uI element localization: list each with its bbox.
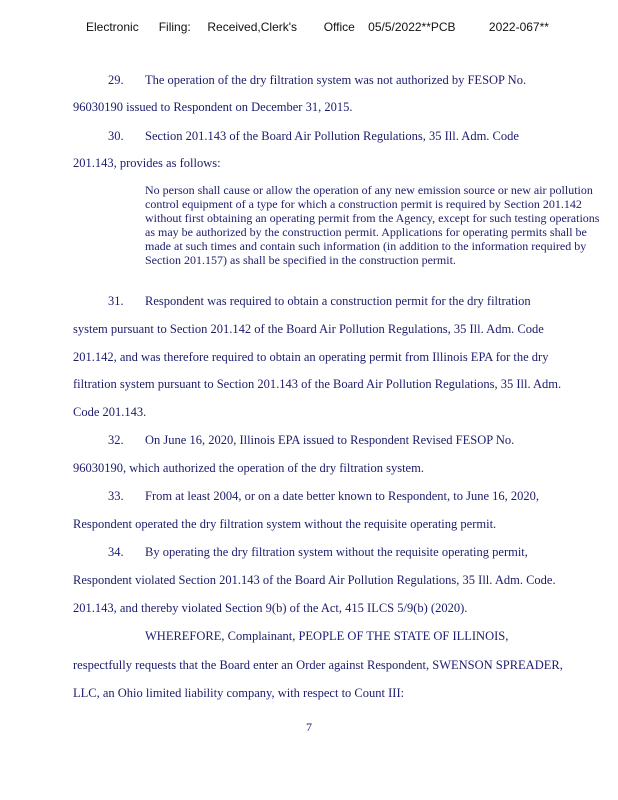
paragraph-30-line-1: [108, 129, 519, 144]
paragraph-33-line-2: Respondent operated the dry filtration system without the requisite operating permit.: [73, 517, 497, 531]
paragraph-30-line-2: 201.143, provides as follows:: [73, 156, 221, 170]
paragraph-31-line-2: system pursuant to Section 201.142 of the Board Air Pollution Regulations, 35 Ill. Adm. Code: [73, 322, 544, 336]
block-quote: [145, 184, 600, 267]
paragraph-34-line-1: [108, 545, 528, 560]
paragraph-31-line-4: filtration system pursuant to Section 201.143 of the Board Air Pollution Regulations, 35 Ill. Adm.: [73, 377, 562, 391]
paragraph-31-line-3: 201.142, and was therefore required to obtain an operating permit from Illinois EPA for the dry: [73, 350, 549, 364]
paragraph-30-number: 30.: [108, 129, 124, 143]
paragraph-31-line-5: Code 201.143.: [73, 405, 147, 419]
paragraph-32-line-1: [108, 433, 514, 448]
paragraph-33-text: From at least 2004, or on a date better known to Respondent, to June 16, 2020,: [145, 489, 540, 503]
paragraph-34-line-3: 201.143, and thereby violated Section 9(b) of the Act, 415 ILCS 5/9(b) (2020).: [73, 601, 468, 615]
paragraph-29-text: The operation of the dry filtration system was not authorized by FESOP No.: [145, 73, 527, 87]
paragraph-31-number: 31.: [108, 294, 124, 308]
block-quote-text: No person shall cause or allow the operation of any new emission source or new air pollution control equipment of a type for which a construction permit is required by Section 201.142 without first obtaining an operating permit from the Agency, except for such testing operations as may be authorized by the construction permit. Applications for operating permits shall be made at such times and contain such information (in addition to the information required by Section 201.157) as shall be specified in the construction permit.: [145, 183, 600, 267]
paragraph-30-text: Section 201.143 of the Board Air Pollution Regulations, 35 Ill. Adm. Code: [145, 129, 519, 143]
paragraph-33-line-1: [108, 489, 539, 504]
paragraph-29-line-1: [108, 73, 526, 88]
wherefore-line-3: LLC, an Ohio limited liability company, with respect to Count III:: [73, 686, 405, 700]
paragraph-34-line-2: Respondent violated Section 201.143 of the Board Air Pollution Regulations, 35 Ill. Adm. Code.: [73, 573, 556, 587]
paragraph-32-line-2: 96030190, which authorized the operation of the dry filtration system.: [73, 461, 424, 475]
paragraph-29-line-2: 96030190 issued to Respondent on December 31, 2015.: [73, 100, 353, 114]
paragraph-29-number: 29.: [108, 73, 124, 87]
paragraph-34-number: 34.: [108, 545, 124, 559]
page-number: 7: [306, 720, 312, 734]
paragraph-31-line-1: [108, 294, 531, 309]
paragraph-33-number: 33.: [108, 489, 124, 503]
paragraph-32-number: 32.: [108, 433, 124, 447]
paragraph-32-text: On June 16, 2020, Illinois EPA issued to Respondent Revised FESOP No.: [145, 433, 515, 447]
wherefore-line-2: respectfully requests that the Board enter an Order against Respondent, SWENSON SPREADER,: [73, 658, 563, 672]
filing-stamp-header: Electronic Filing: Received,Clerk's Office 05/5/2022**PCB 2022-067**: [86, 20, 549, 34]
paragraph-31-text: Respondent was required to obtain a construction permit for the dry filtration: [145, 294, 531, 308]
paragraph-34-text: By operating the dry filtration system without the requisite operating permit,: [145, 545, 528, 559]
wherefore-line-1: WHEREFORE, Complainant, PEOPLE OF THE STATE OF ILLINOIS,: [145, 629, 509, 643]
